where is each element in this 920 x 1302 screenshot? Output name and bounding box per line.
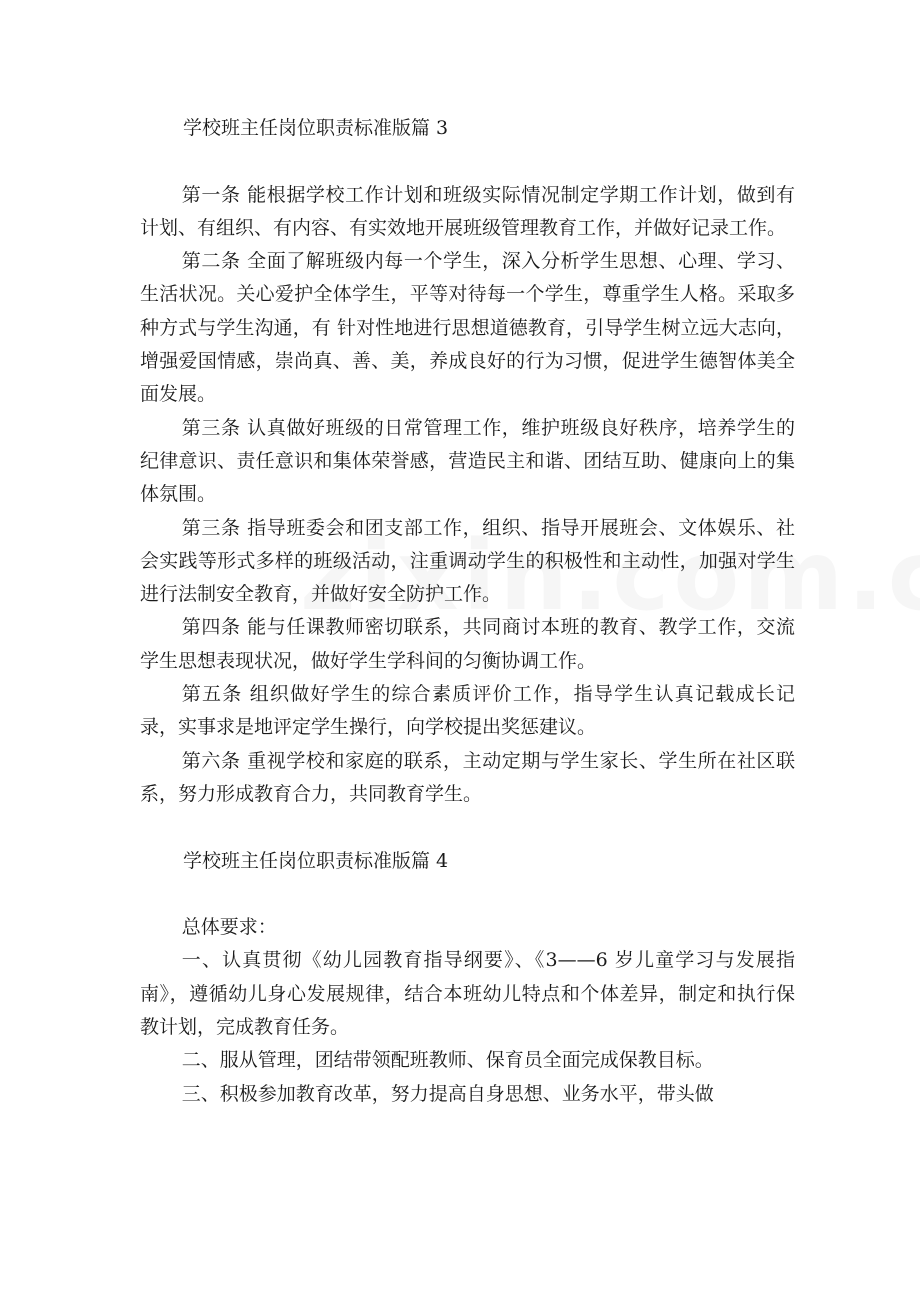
section-title-3: 学校班主任岗位职责标准版篇 3 xyxy=(183,117,449,139)
section-title-4: 学校班主任岗位职责标准版篇 4 xyxy=(183,849,449,872)
spacer xyxy=(140,145,795,178)
article-3: 第三条 认真做好班级的日常管理工作，维护班级良好秩序，培养学生的纪律意识、责任意识和集体荣誉感，营造民主和谐、团结互助、健康向上的集体氛围。 xyxy=(140,416,795,506)
requirement-3: 三、积极参加教育改革，努力提高自身思想、业务水平，带头做 xyxy=(181,1082,714,1105)
spacer xyxy=(140,878,795,911)
spacer xyxy=(140,811,795,844)
article-4: 第四条 能与任课教师密切联系，共同商讨本班的教育、教学工作，交流学生思想表现状况，做好学生学科间的匀衡协调工作。 xyxy=(140,616,795,672)
article-2: 第二条 全面了解班级内每一个学生，深入分析学生思想、心理、学习、生活状况。关心爱护全体学生，平等对待每一个学生，尊重学生人格。采取多种方式与学生沟通，有 针对性地进行思想道德教育，引导学生树立远大志向，增强爱国情感，崇尚真、善、美，养成良好的行为习惯，促进学生德智体美全面发展。 xyxy=(140,250,795,406)
article-6: 第六条 重视学校和家庭的联系，主动定期与学生家长、学生所在社区联系，努力形成教育合力，共同教育学生。 xyxy=(140,749,795,805)
article-5: 第五条 组织做好学生的综合素质评价工作，指导学生认真记载成长记录，实事求是地评定学生操行，向学校提出奖惩建议。 xyxy=(140,683,795,739)
general-requirements: 总体要求： xyxy=(181,916,277,939)
requirement-2: 二、服从管理，团结带领配班教师、保育员全面完成保教目标。 xyxy=(181,1049,714,1072)
requirement-1: 一、认真贯彻《幼儿园教育指导纲要》、《3——6 岁儿童学习与发展指南》，遵循幼儿身心发展规律，结合本班幼儿特点和个体差异，制定和执行保教计划，完成教育任务。 xyxy=(140,949,795,1039)
article-1: 第一条 能根据学校工作计划和班级实际情况制定学期工作计划，做到有计划、有组织、有内容、有实效地开展班级管理教育工作，并做好记录工作。 xyxy=(140,183,795,239)
article-3b: 第三条 指导班委会和团支部工作，组织、指导开展班会、文体娱乐、社会实践等形式多样的班级活动，注重调动学生的积极性和主动性，加强对学生进行法制安全教育，并做好安全防护工作。 xyxy=(140,516,795,606)
document-body xyxy=(140,112,795,1111)
